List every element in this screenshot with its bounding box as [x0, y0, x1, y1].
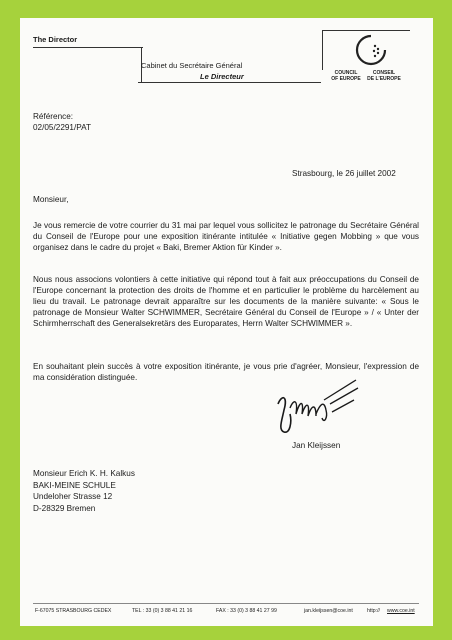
logo-en-line2: OF EUROPE: [331, 76, 361, 82]
logo-en-line1: COUNCIL: [334, 70, 358, 76]
signatory-name: Jan Kleijssen: [292, 441, 341, 450]
reference-block: [33, 111, 91, 133]
logo-fr-line2: DE L'EUROPE: [367, 76, 401, 82]
date-line: Strasbourg, le 26 juillet 2002: [292, 169, 396, 178]
footer-rule: [33, 603, 419, 604]
footer: [20, 608, 433, 616]
reference-value: 02/05/2291/PAT: [33, 123, 91, 132]
recipient-block: [33, 468, 135, 514]
footer-tel: TEL : 33 (0) 3 88 41 21 16: [132, 608, 193, 614]
footer-web-link[interactable]: www.coe.int: [387, 608, 415, 614]
header-rule: [138, 82, 321, 83]
reference-label: Référence:: [33, 112, 74, 121]
logo-fr-line1: CONSEIL: [372, 70, 396, 76]
recipient-line: D-28329 Bremen: [33, 503, 96, 513]
recipient-line: BAKI-MEINE SCHULE: [33, 480, 116, 490]
salutation: Monsieur,: [33, 195, 69, 204]
recipient-line: Monsieur Erich K. H. Kalkus: [33, 469, 135, 478]
header-left-title: The Director: [33, 35, 78, 44]
logo-fr: [364, 70, 404, 82]
handwritten-signature: [272, 374, 362, 444]
body-paragraph-2: Nous nous associons volontiers à cette initiative qui répond tout à fait aux préoccupations du Conseil de l'Europe concernant la protection des droits de l'homme et en particulier le problème du harcèlement au lieu du travail. Le patronage devrait apparaître sur les documents de la manière suivante: « Sous le patronage de Monsieur Walter SCHWIMMER, Secrétaire Général du Conseil de l'Europe » / « Unter der Schirmherrschaft des Generalsekretärs des Europarates, Herrn Walter SCHWIMMER ».: [33, 275, 419, 329]
logo-en: [330, 70, 362, 82]
stars-circle-icon: [340, 30, 400, 68]
recipient-line: Undeloher Strasse 12: [33, 492, 113, 501]
body-paragraph-3: En souhaitant plein succès à votre exposition itinérante, je vous prie d'agréer, Monsieur, l'expression de ma considération distinguée.: [33, 362, 419, 383]
cabinet-line: Cabinet du Secrétaire Général: [141, 61, 243, 70]
footer-email[interactable]: jan.kleijssen@coe.int: [304, 608, 353, 614]
letter-page: [20, 18, 433, 626]
footer-address: F-67075 STRASBOURG CEDEX: [35, 608, 112, 614]
header-left-rule: [33, 47, 143, 48]
logo-box-left: [322, 30, 323, 70]
council-of-europe-logo: [340, 30, 400, 68]
footer-fax: FAX : 33 (0) 3 88 41 27 99: [216, 608, 277, 614]
body-paragraph-1: Je vous remercie de votre courrier du 31 mai par lequel vous sollicitez le patronage du Secrétaire Général du Conseil de l'Europe pour une exposition itinérante intitulée « Initiative gegen Mobbing » que vous organisez dans le cadre du projet « Baki, Bremer Aktion für Kinder ».: [33, 221, 419, 253]
footer-web-prefix: http://: [367, 608, 380, 614]
director-line: Le Directeur: [200, 72, 244, 81]
